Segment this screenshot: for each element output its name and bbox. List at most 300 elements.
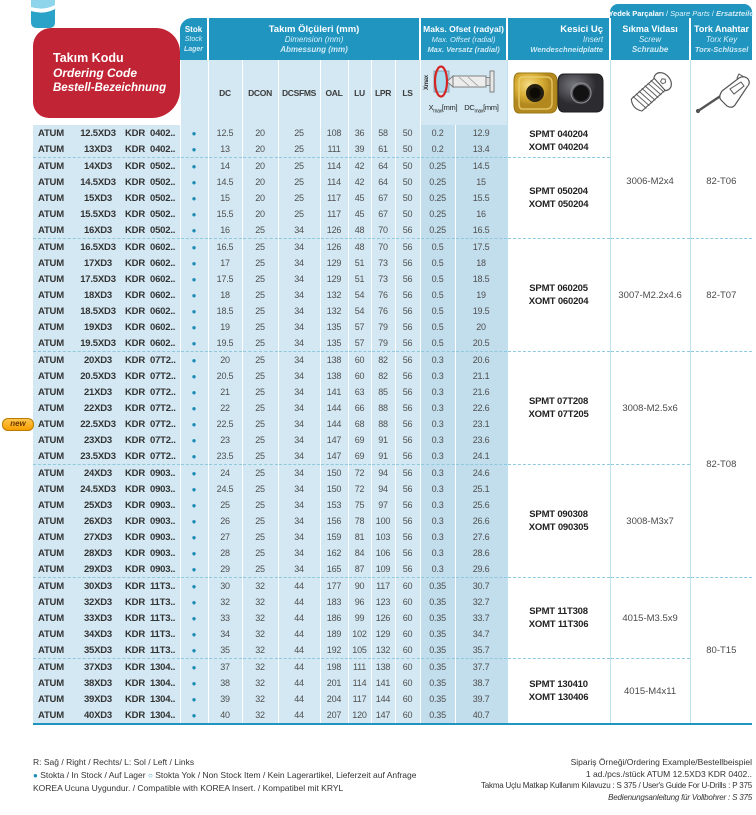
insert-photo-icon — [511, 67, 607, 119]
code-part: 17.5XD3 — [80, 273, 116, 285]
code-part: 0602.. — [150, 305, 176, 317]
ordering-code-cell — [33, 141, 180, 158]
code-part: KDR — [125, 402, 145, 414]
in-stock-icon: ● — [33, 771, 38, 780]
dcsfms-cell: 34 — [278, 432, 320, 448]
lu-cell: 63 — [348, 384, 371, 400]
dcmax-cell: 21.1 — [455, 368, 507, 384]
code-part: KDR — [125, 354, 145, 366]
lpr-cell: 123 — [371, 594, 395, 610]
dcon-cell: 25 — [242, 432, 278, 448]
code-part: 1304.. — [150, 709, 176, 721]
stock-dot: ● — [180, 610, 208, 626]
ls-cell: 50 — [395, 141, 420, 158]
dcon-cell: 25 — [242, 465, 278, 482]
lu-cell: 81 — [348, 529, 371, 545]
oal-cell: 150 — [320, 481, 348, 497]
xmax-cell: 0.3 — [420, 448, 455, 465]
code-part: KDR — [125, 531, 145, 543]
code-part: 07T2.. — [150, 434, 176, 446]
code-part: ATUM — [38, 289, 64, 301]
ordering-code-cell — [33, 626, 180, 642]
dcmax-cell: 26.6 — [455, 513, 507, 529]
users-guide-note: Takma Uçlu Matkap Kullanım Kılavuzu : S 375 / User's Guide For U-Drills : P 375 — [480, 781, 752, 790]
xmax-cell: 0.3 — [420, 368, 455, 384]
lpr-cell: 126 — [371, 610, 395, 626]
lu-cell: 72 — [348, 481, 371, 497]
dc-cell: 16.5 — [208, 239, 242, 256]
stock-dot: ● — [180, 578, 208, 595]
code-part: KDR — [125, 143, 145, 155]
dc-cell: 34 — [208, 626, 242, 642]
code-part: ATUM — [38, 321, 64, 333]
oal-cell: 111 — [320, 141, 348, 158]
ls-cell: 56 — [395, 271, 420, 287]
dcon-cell: 25 — [242, 448, 278, 465]
ordering-code-cell — [33, 206, 180, 222]
code-part: KDR — [125, 337, 145, 349]
stock-dot: ● — [180, 659, 208, 676]
lpr-cell: 109 — [371, 561, 395, 578]
ordering-code-cell — [33, 561, 180, 578]
oal-cell: 138 — [320, 368, 348, 384]
code-part: 15XD3 — [83, 192, 113, 204]
spare-parts-label-tr: Yedek Parçaları — [608, 8, 664, 18]
lpr-cell: 70 — [371, 222, 395, 239]
code-part: 40XD3 — [83, 709, 113, 721]
xmax-cell: 0.35 — [420, 707, 455, 724]
dcon-cell: 25 — [242, 368, 278, 384]
code-part: 1304.. — [150, 661, 176, 673]
code-part: KDR — [125, 434, 145, 446]
code-part: KDR — [125, 547, 145, 559]
compatibility-note: KOREA Ucuna Uygundur. / Compatible with KOREA Insert. / Kompatibel mit KRYL — [33, 783, 344, 793]
col-dcsfms: DCSFMS — [278, 60, 320, 125]
code-part: 33XD3 — [83, 612, 113, 624]
stock-dot: ● — [180, 545, 208, 561]
stock-dot: ● — [180, 642, 208, 659]
oal-cell: 150 — [320, 465, 348, 482]
ordering-code-cell — [33, 400, 180, 416]
dcmax-cell: 27.6 — [455, 529, 507, 545]
dcsfms-cell: 34 — [278, 416, 320, 432]
screw-cell: 4015-M4x11 — [610, 659, 690, 725]
dc-cell: 15.5 — [208, 206, 242, 222]
stock-dot: ● — [180, 400, 208, 416]
dcon-cell: 25 — [242, 529, 278, 545]
xmax-cell: 0.2 — [420, 141, 455, 158]
xmax-cell: 0.25 — [420, 190, 455, 206]
code-part: ATUM — [38, 241, 64, 253]
ls-cell: 60 — [395, 642, 420, 659]
stock-dot: ● — [180, 707, 208, 724]
dcmax-cell: 15 — [455, 174, 507, 190]
lu-cell: 51 — [348, 271, 371, 287]
code-part: ATUM — [38, 337, 64, 349]
dc-cell: 22.5 — [208, 416, 242, 432]
ls-cell: 56 — [395, 287, 420, 303]
code-part: ATUM — [38, 402, 64, 414]
xmax-cell: 0.5 — [420, 239, 455, 256]
code-part: 1304.. — [150, 693, 176, 705]
lu-cell: 54 — [348, 303, 371, 319]
code-part: KDR — [125, 709, 145, 721]
dcsfms-cell: 44 — [278, 642, 320, 659]
ordering-code-cell — [33, 368, 180, 384]
dcsfms-cell: 25 — [278, 206, 320, 222]
dcmax-cell: 29.6 — [455, 561, 507, 578]
lpr-cell: 106 — [371, 545, 395, 561]
code-part: ATUM — [38, 709, 64, 721]
dc-cell: 19 — [208, 319, 242, 335]
xmax-cell: 0.35 — [420, 642, 455, 659]
ordering-code-cell — [33, 335, 180, 352]
dcmax-cell: 12.9 — [455, 125, 507, 141]
oal-cell: 132 — [320, 303, 348, 319]
screw-cell: 3007-M2.2x4.6 — [610, 239, 690, 352]
lpr-cell: 88 — [371, 416, 395, 432]
code-part: 07T2.. — [150, 370, 176, 382]
code-part: 27XD3 — [83, 531, 113, 543]
code-part: 07T2.. — [150, 418, 176, 430]
dcsfms-cell: 34 — [278, 303, 320, 319]
code-part: 23.5XD3 — [80, 450, 116, 462]
code-part: ATUM — [38, 483, 64, 495]
xmax-cell: 0.35 — [420, 626, 455, 642]
lu-cell: 87 — [348, 561, 371, 578]
lu-cell: 51 — [348, 255, 371, 271]
insert-designation: XOMT 090305 — [528, 522, 589, 533]
stock-dot: ● — [180, 368, 208, 384]
code-part: KDR — [125, 612, 145, 624]
code-part: ATUM — [38, 677, 64, 689]
footer-ordering-example — [422, 756, 752, 804]
stock-dot: ● — [180, 626, 208, 642]
dcon-cell: 20 — [242, 125, 278, 141]
lpr-cell: 79 — [371, 319, 395, 335]
oal-cell: 147 — [320, 448, 348, 465]
dcmax-cell: 19 — [455, 287, 507, 303]
ordering-code-cell — [33, 255, 180, 271]
code-part: ATUM — [38, 499, 64, 511]
stock-dot: ● — [180, 287, 208, 303]
code-part: ATUM — [38, 354, 64, 366]
ordering-code-cell — [33, 125, 180, 141]
dcsfms-cell: 34 — [278, 529, 320, 545]
dc-cell: 22 — [208, 400, 242, 416]
insert-designation: SPMT 060205 — [529, 283, 588, 294]
code-part: ATUM — [38, 450, 64, 462]
code-part: 34XD3 — [83, 628, 113, 640]
insert-designation: XOMT 050204 — [528, 199, 589, 210]
oal-cell: 189 — [320, 626, 348, 642]
right-left-legend: R: Sağ / Right / Rechts/ L: Sol / Left / Links — [33, 757, 195, 767]
lu-cell: 68 — [348, 416, 371, 432]
ordering-code-cell — [33, 497, 180, 513]
stock-dot: ● — [180, 675, 208, 691]
code-part: KDR — [125, 483, 145, 495]
xmax-cell: 0.3 — [420, 529, 455, 545]
ordering-code-cell — [33, 174, 180, 190]
xmax-cell: 0.35 — [420, 610, 455, 626]
dcsfms-cell: 44 — [278, 578, 320, 595]
code-part: 15.5XD3 — [80, 208, 116, 220]
oal-cell: 126 — [320, 239, 348, 256]
oal-cell: 117 — [320, 190, 348, 206]
xmax-cell: 0.3 — [420, 432, 455, 448]
dcsfms-cell: 25 — [278, 174, 320, 190]
stock-dot: ● — [180, 432, 208, 448]
lu-cell: 78 — [348, 513, 371, 529]
code-part: 19XD3 — [83, 321, 113, 333]
code-part: ATUM — [38, 257, 64, 269]
catalog-table — [33, 18, 752, 725]
oal-cell: 135 — [320, 335, 348, 352]
dcon-cell: 20 — [242, 190, 278, 206]
stock-dot: ● — [180, 222, 208, 239]
code-part: ATUM — [38, 515, 64, 527]
dcsfms-cell: 25 — [278, 158, 320, 175]
dcmax-cell: 18 — [455, 255, 507, 271]
dc-cell: 13 — [208, 141, 242, 158]
dcon-cell: 25 — [242, 416, 278, 432]
dc-cell: 18.5 — [208, 303, 242, 319]
code-part: 0903.. — [150, 467, 176, 479]
code-part: ATUM — [38, 305, 64, 317]
code-part: 22.5XD3 — [80, 418, 116, 430]
lpr-cell: 73 — [371, 255, 395, 271]
code-part: 16XD3 — [83, 224, 113, 236]
dc-cell: 26 — [208, 513, 242, 529]
code-part: 0502.. — [150, 160, 176, 172]
code-part: ATUM — [38, 208, 64, 220]
code-part: KDR — [125, 467, 145, 479]
drill-offset-diagram-icon — [422, 62, 506, 102]
ls-cell: 56 — [395, 335, 420, 352]
code-part: 24XD3 — [83, 467, 113, 479]
code-part: KDR — [125, 644, 145, 656]
col-oal: OAL — [320, 60, 348, 125]
ordering-code-cell — [33, 465, 180, 482]
oal-cell: 114 — [320, 174, 348, 190]
dcsfms-cell: 44 — [278, 610, 320, 626]
code-part: 37XD3 — [83, 661, 113, 673]
ls-cell: 60 — [395, 578, 420, 595]
lpr-cell: 103 — [371, 529, 395, 545]
torx-key-icon — [691, 67, 753, 119]
oal-cell: 192 — [320, 642, 348, 659]
dcsfms-cell: 34 — [278, 335, 320, 352]
torx-drawing-cell — [690, 60, 752, 125]
lpr-cell: 82 — [371, 368, 395, 384]
insert-photos-cell — [507, 60, 610, 125]
lpr-cell: 76 — [371, 287, 395, 303]
dcsfms-cell: 34 — [278, 287, 320, 303]
code-part: 0602.. — [150, 337, 176, 349]
lpr-cell: 117 — [371, 578, 395, 595]
dcon-cell: 32 — [242, 642, 278, 659]
table-row — [33, 578, 752, 595]
footer-legend — [33, 756, 463, 795]
code-part: 38XD3 — [83, 677, 113, 689]
code-part: KDR — [125, 450, 145, 462]
lpr-cell: 94 — [371, 481, 395, 497]
code-part: KDR — [125, 386, 145, 398]
ls-cell: 56 — [395, 513, 420, 529]
xmax-cell: 0.3 — [420, 545, 455, 561]
ordering-code-title-en: Ordering Code — [53, 66, 138, 80]
dc-cell: 38 — [208, 675, 242, 691]
lu-cell: 45 — [348, 206, 371, 222]
oal-cell: 177 — [320, 578, 348, 595]
screw-cell: 3008-M3x7 — [610, 465, 690, 578]
xmax-cell: 0.5 — [420, 255, 455, 271]
oal-cell: 135 — [320, 319, 348, 335]
stock-dot: ● — [180, 303, 208, 319]
dcmax-cell: 18.5 — [455, 271, 507, 287]
lu-cell: 69 — [348, 448, 371, 465]
lpr-cell: 129 — [371, 626, 395, 642]
stock-dot: ● — [180, 239, 208, 256]
stock-dot: ● — [180, 190, 208, 206]
lu-cell: 90 — [348, 578, 371, 595]
xmax-cell: 0.25 — [420, 174, 455, 190]
oal-cell: 186 — [320, 610, 348, 626]
lpr-cell: 76 — [371, 303, 395, 319]
code-part: KDR — [125, 693, 145, 705]
insert-cell — [507, 125, 610, 158]
ordering-example-title: Sipariş Örneği/Ordering Example/Bestellbeispiel — [570, 757, 752, 767]
ls-cell: 56 — [395, 255, 420, 271]
ls-cell: 56 — [395, 497, 420, 513]
oal-cell: 132 — [320, 287, 348, 303]
dc-cell: 21 — [208, 384, 242, 400]
dc-cell: 29 — [208, 561, 242, 578]
ls-cell: 60 — [395, 626, 420, 642]
lpr-cell: 67 — [371, 206, 395, 222]
dcon-cell: 32 — [242, 691, 278, 707]
ordering-code-cell — [33, 222, 180, 239]
code-part: 0402.. — [150, 127, 176, 139]
code-part: KDR — [125, 192, 145, 204]
oal-cell: 162 — [320, 545, 348, 561]
lpr-cell: 85 — [371, 384, 395, 400]
insert-designation: SPMT 11T308 — [529, 606, 588, 617]
code-part: 0602.. — [150, 321, 176, 333]
torx-key-cell: 82-T08 — [690, 352, 752, 578]
dc-cell: 14 — [208, 158, 242, 175]
code-part: 0903.. — [150, 547, 176, 559]
dc-cell: 28 — [208, 545, 242, 561]
dcsfms-cell: 34 — [278, 545, 320, 561]
code-part: KDR — [125, 257, 145, 269]
insert-header: Kesici Uç Insert Wendeschneidplatte — [507, 18, 610, 60]
dcon-cell: 20 — [242, 158, 278, 175]
ordering-code-cell — [33, 642, 180, 659]
oal-cell: 126 — [320, 222, 348, 239]
code-part: 25XD3 — [83, 499, 113, 511]
dcmax-cell: 20.6 — [455, 352, 507, 369]
code-part: 35XD3 — [83, 644, 113, 656]
dcmax-cell: 25.6 — [455, 497, 507, 513]
code-part: ATUM — [38, 176, 64, 188]
code-part: KDR — [125, 208, 145, 220]
ordering-code-cell — [33, 448, 180, 465]
lu-cell: 57 — [348, 319, 371, 335]
dcsfms-cell: 34 — [278, 400, 320, 416]
stock-dot: ● — [180, 206, 208, 222]
ordering-code-cell — [33, 352, 180, 369]
dcmax-cell: 17.5 — [455, 239, 507, 256]
dc-cell: 17.5 — [208, 271, 242, 287]
torx-key-cell: 80-T15 — [690, 578, 752, 725]
ls-cell: 60 — [395, 707, 420, 724]
ordering-code-cell — [33, 481, 180, 497]
lu-cell: 96 — [348, 594, 371, 610]
code-part: ATUM — [38, 531, 64, 543]
code-part: 19.5XD3 — [80, 337, 116, 349]
ls-cell: 60 — [395, 610, 420, 626]
lu-cell: 99 — [348, 610, 371, 626]
code-part: KDR — [125, 241, 145, 253]
lu-cell: 69 — [348, 432, 371, 448]
dcon-cell: 20 — [242, 141, 278, 158]
code-part: 0602.. — [150, 257, 176, 269]
lu-cell: 111 — [348, 659, 371, 676]
lpr-cell: 58 — [371, 125, 395, 141]
dc-cell: 23 — [208, 432, 242, 448]
torx-key-cell: 82-T07 — [690, 239, 752, 352]
dc-cell: 24 — [208, 465, 242, 482]
code-part: 39XD3 — [83, 693, 113, 705]
code-part: 0602.. — [150, 273, 176, 285]
insert-designation: SPMT 040204 — [529, 129, 588, 140]
insert-cell — [507, 578, 610, 659]
ls-cell: 56 — [395, 384, 420, 400]
dc-cell: 37 — [208, 659, 242, 676]
screw-cell: 3008-M2.5x6 — [610, 352, 690, 465]
ordering-code-cell — [33, 529, 180, 545]
xmax-cell: 0.3 — [420, 561, 455, 578]
lpr-cell: 61 — [371, 141, 395, 158]
code-part: 11T3.. — [150, 580, 176, 592]
dcmax-cell: 35.7 — [455, 642, 507, 659]
stock-dot: ● — [180, 529, 208, 545]
code-part: 07T2.. — [150, 386, 176, 398]
dcsfms-cell: 34 — [278, 384, 320, 400]
spare-parts-label-de: Ersatzteile — [716, 8, 754, 18]
dcon-cell: 25 — [242, 271, 278, 287]
dcmax-cell: 30.7 — [455, 578, 507, 595]
code-part: 28XD3 — [83, 547, 113, 559]
insert-designation: SPMT 090308 — [529, 509, 588, 520]
lpr-cell: 144 — [371, 691, 395, 707]
ls-cell: 50 — [395, 125, 420, 141]
oal-cell: 165 — [320, 561, 348, 578]
code-part: 20.5XD3 — [80, 370, 116, 382]
lu-cell: 60 — [348, 352, 371, 369]
dcsfms-cell: 34 — [278, 481, 320, 497]
lpr-cell: 147 — [371, 707, 395, 724]
xmax-cell: 0.35 — [420, 675, 455, 691]
oal-cell: 207 — [320, 707, 348, 724]
ls-cell: 56 — [395, 352, 420, 369]
insert-designation: XOMT 130406 — [528, 692, 589, 703]
ls-cell: 50 — [395, 206, 420, 222]
dcmax-cell: 16.5 — [455, 222, 507, 239]
dc-cell: 40 — [208, 707, 242, 724]
ordering-code-cell — [33, 158, 180, 175]
